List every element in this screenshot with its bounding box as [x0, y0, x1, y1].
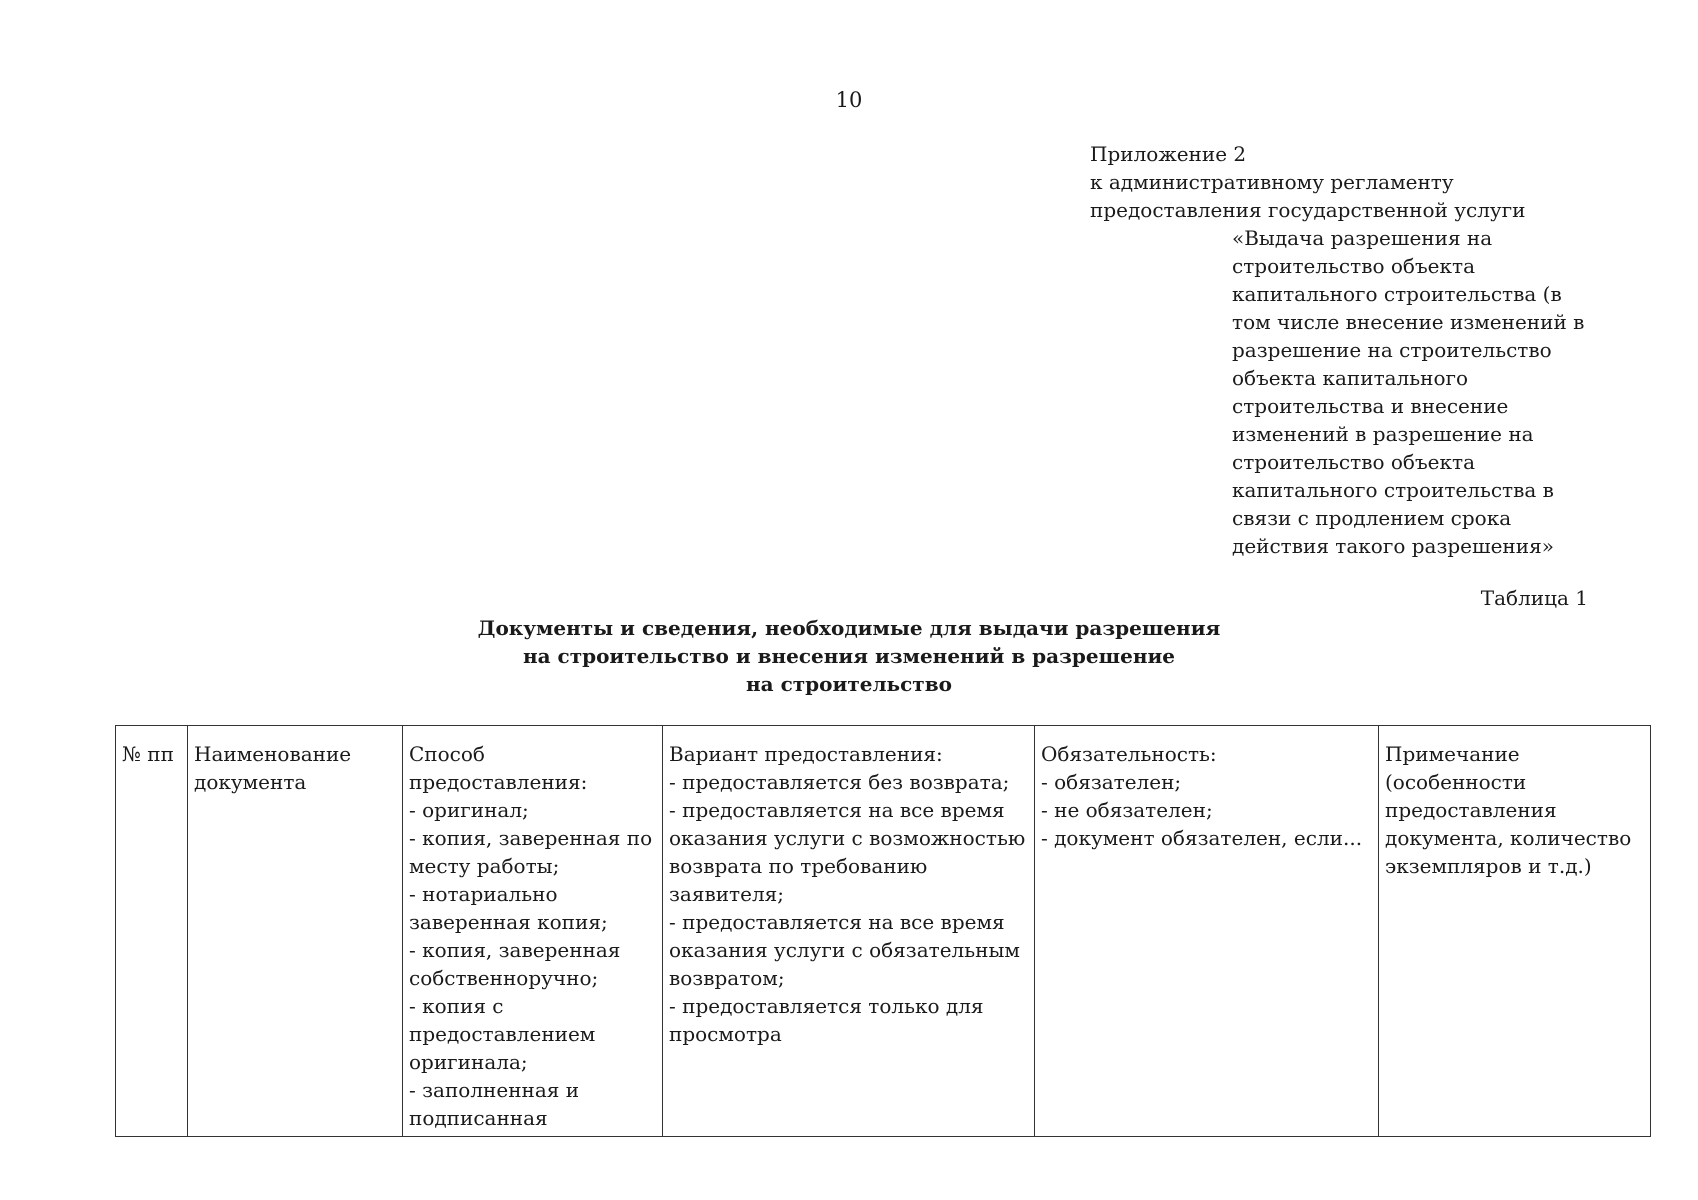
document-title [0, 614, 1698, 698]
header-line: документа [194, 770, 307, 794]
header-line: - не обязателен; [1041, 798, 1213, 822]
header-line: экземпляров и т.д.) [1385, 854, 1592, 878]
header-line: оказания услуги с возможностью [669, 826, 1026, 850]
header-line: - предоставляется без возврата; [669, 770, 1010, 794]
header-line: Вариант предоставления: [669, 742, 943, 766]
appendix-title-line: том числе внесение изменений в [1232, 310, 1585, 334]
header-line: документа, количество [1385, 826, 1632, 850]
appendix-title-line: изменений в разрешение на [1232, 422, 1534, 446]
header-line: - обязателен; [1041, 770, 1182, 794]
header-line: возврата по требованию [669, 854, 928, 878]
header-line: заверенная копия; [409, 910, 608, 934]
appendix-title-line: капитального строительства в [1232, 478, 1554, 502]
table-header-row [116, 726, 1651, 1137]
document-title-line: на строительство и внесения изменений в разрешение [522, 644, 1176, 668]
column-header-submission-variant [663, 726, 1035, 1137]
header-line: Примечание [1385, 742, 1520, 766]
header-line: предоставлением [409, 1022, 596, 1046]
header-line: собственноручно; [409, 966, 599, 990]
header-line: - копия, заверенная по [409, 826, 653, 850]
header-line: возвратом; [669, 966, 785, 990]
header-line: Наименование [194, 742, 352, 766]
header-line: - предоставляется только для [669, 994, 984, 1018]
header-line: № пп [122, 742, 174, 766]
header-line: заявителя; [669, 882, 784, 906]
header-line: просмотра [669, 1022, 782, 1046]
document-title-line: на строительство [746, 672, 952, 696]
appendix-header-line: к административному регламенту [1090, 170, 1454, 194]
header-line: предоставления: [409, 770, 588, 794]
table-label: Таблица 1 [1480, 586, 1588, 610]
header-line: - нотариально [409, 882, 558, 906]
header-line: подписанная [409, 1106, 548, 1130]
appendix-header-line: Приложение 2 [1090, 142, 1247, 166]
page-number: 10 [835, 88, 863, 112]
appendix-title-line: строительство объекта [1232, 450, 1475, 474]
header-line: - документ обязателен, если... [1041, 826, 1363, 850]
header-line: Способ [409, 742, 485, 766]
column-header-document-name [188, 726, 403, 1137]
documents-table [115, 725, 1651, 1137]
header-line: месту работы; [409, 854, 560, 878]
appendix-title-line: разрешение на строительство [1232, 338, 1552, 362]
column-header-submission-method [403, 726, 663, 1137]
header-line: - копия, заверенная [409, 938, 621, 962]
appendix-regulation-title [1232, 224, 1592, 560]
header-line: - копия с [409, 994, 504, 1018]
appendix-header [1090, 140, 1525, 224]
appendix-title-line: строительства и внесение [1232, 394, 1509, 418]
column-header-note [1379, 726, 1651, 1137]
appendix-title-line: «Выдача разрешения на [1232, 226, 1493, 250]
header-line: - оригинал; [409, 798, 529, 822]
appendix-header-line: предоставления государственной услуги [1090, 198, 1526, 222]
header-line: оказания услуги с обязательным [669, 938, 1020, 962]
header-line: оригинала; [409, 1050, 528, 1074]
header-line: - предоставляется на все время [669, 798, 1005, 822]
column-header-number [116, 726, 188, 1137]
header-line: (особенности [1385, 770, 1527, 794]
header-line: - предоставляется на все время [669, 910, 1005, 934]
header-line: Обязательность: [1041, 742, 1217, 766]
appendix-title-line: капитального строительства (в [1232, 282, 1562, 306]
appendix-title-line: объекта капитального [1232, 366, 1469, 390]
header-line: - заполненная и [409, 1078, 580, 1102]
appendix-title-line: строительство объекта [1232, 254, 1475, 278]
column-header-obligation [1035, 726, 1379, 1137]
document-title-line: Документы и сведения, необходимые для выдачи разрешения [477, 616, 1221, 640]
appendix-title-line: действия такого разрешения» [1232, 534, 1554, 558]
appendix-title-line: связи с продлением срока [1232, 506, 1512, 530]
header-line: предоставления [1385, 798, 1557, 822]
